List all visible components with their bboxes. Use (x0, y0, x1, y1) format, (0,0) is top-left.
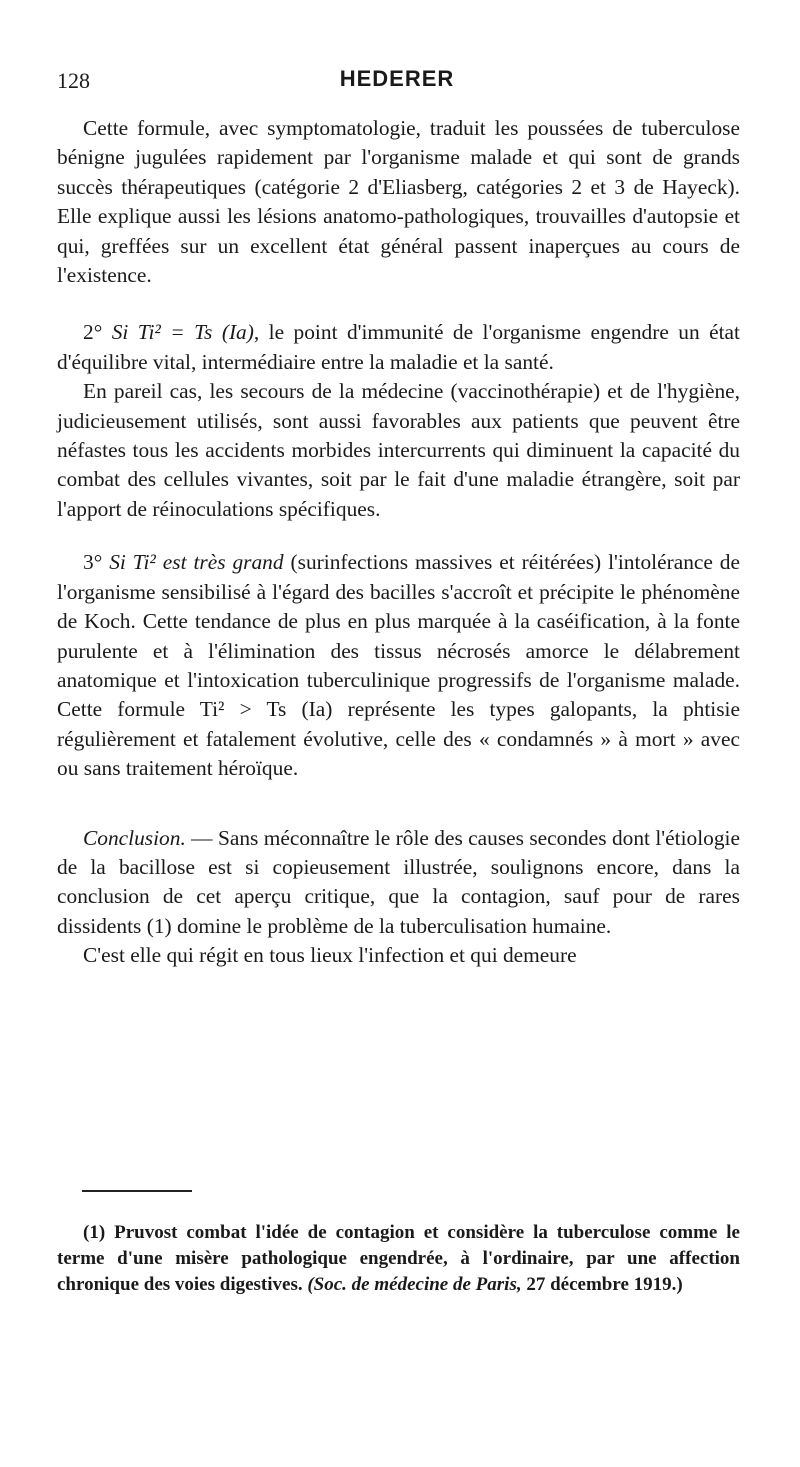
footnote-main: (1) Pruvost combat l'idée de contagion et considère la tuberculose comme le terme d'une misère pathologique engendrée, à l'ordinaire, par une affection chronique des voies digestives. (57, 1222, 740, 1295)
body-text (57, 114, 740, 971)
page-header (57, 64, 737, 100)
footnote-divider (82, 1190, 192, 1192)
paragraph-4-text: (surinfections massives et réitérées) l'intolérance de l'organisme sensibilisé à l'égard des bacilles s'accroît et précipite le phénomène de Koch. Cette tendance de plus en plus marquée à la caséification, à la fonte purulente et à l'élimination des tissus nécrosés amorce le délabrement anatomique et l'intoxication tuberculinique progressifs de l'organisme malade. Cette formule Ti² > Ts (Ia) représente les types galopants, la phtisie régulièrement et fatalement évolutive, celle des « condamnés » à mort » avec ou sans traitement héroïque. (57, 550, 741, 781)
footnote (57, 1220, 740, 1298)
paragraph-6: C'est elle qui régit en tous lieux l'infection et qui demeure (83, 943, 577, 968)
conclusion-text: — Sans méconnaître le rôle des causes secondes dont l'étiologie de la bacillose est si copieusement illustrée, soulignons encore, dans la conclusion de cet aperçu critique, que la contagion, sauf pour de rares dissidents (1) domine le problème de la tuberculisation humaine. (57, 825, 740, 938)
conclusion-label: Conclusion. (83, 825, 186, 850)
formula-3: Si Ti² est très grand (109, 550, 284, 575)
footnote-text (57, 1220, 740, 1298)
paragraph-2 (57, 318, 740, 377)
running-title: HEDERER (339, 66, 455, 91)
paragraph-conclusion (57, 824, 740, 942)
footnote-source: (Soc. de médecine de Paris, (307, 1274, 522, 1295)
page-number: 128 (57, 68, 90, 93)
paragraph-4 (57, 548, 740, 783)
paragraph-2-text: , le point d'immunité de l'organisme engendre un état d'équilibre vital, intermédiaire entre la maladie et la santé. (57, 320, 740, 374)
case-number-3: 3° (83, 550, 103, 575)
paragraph-1: Cette formule, avec symptomatologie, traduit les poussées de tuberculose bénigne jugulées rapidement par l'organisme malade et qui sont de grands succès thérapeutiques (catégorie 2 d'Eliasberg, catégories 2 et 3 de Hayeck). Elle explique aussi les lésions anatomo-pathologiques, trouvailles d'autopsie et qui, greffées sur un excellent état général passent inaperçues au cours de l'existence. (57, 116, 740, 288)
footnote-date: 27 décembre 1919.) (521, 1274, 683, 1295)
case-number-2: 2° (83, 320, 103, 345)
paragraph-3: En pareil cas, les secours de la médecine (vaccinothérapie) et de l'hygiène, judicieusement utilisés, sont aussi favorables aux patients que peuvent être néfastes tous les accidents morbides intercurrents qui diminuent la capacité du combat des cellules vivantes, soit par le fait d'une maladie étrangère, soit par l'apport de réinoculations spécifiques. (57, 379, 740, 521)
formula-2: Si Ti² = Ts (Ia) (111, 320, 254, 345)
